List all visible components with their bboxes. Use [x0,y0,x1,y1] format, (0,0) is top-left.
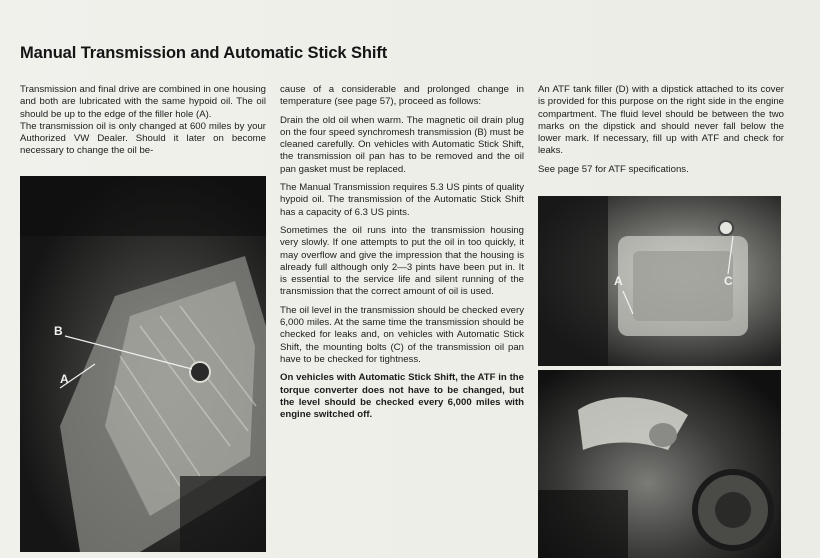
dipstick-illustration [538,370,781,558]
col1-paragraph-1: Transmission and final drive are combined in one housing and both are lubricated with the same hypoid oil. The oil should be up to the edge of the filler hole (A). [20,84,266,120]
col2-paragraph-3: The Manual Transmission requires 5.3 US pints of quality hypoid oil. The transmission of the Automatic Stick Shift has a capacity of 6.3 US pints. [280,182,524,218]
drain-plug-icon [190,362,210,382]
column-middle [280,84,524,427]
engine-compartment-photo [538,196,781,366]
col2-paragraph-4: Sometimes the oil runs into the transmission housing very slowly. If one attempts to put the oil in too quickly, it may overflow and give the impression that the housing is already full although only 2—3 pints have been put in. It is essential to the service life and silent running of the transmission that the correct amount of oil is used. [280,224,524,298]
callout-c: C [724,274,733,288]
callout-a-main: A [60,372,69,386]
engine-compartment-illustration [538,196,781,366]
transmission-illustration [20,176,266,552]
callout-b: B [54,324,63,338]
dipstick-photo [538,370,781,558]
callout-a-top: A [614,274,623,288]
col2-paragraph-2: Drain the old oil when warm. The magnetic oil drain plug on the four speed synchromesh transmission (B) must be cleaned carefully. On vehicles with Automatic Stick Shift, the transmission oil pan has to be removed and the oil pan gasket must be replaced. [280,114,524,175]
col2-paragraph-5: The oil level in the transmission should be checked every 6,000 miles. At the same time the transmission should be checked for leaks and, on vehicles with Automatic Stick Shift, the mounting bolts (C) of the transmission oil pan have to be checked for tightness. [280,304,524,365]
col2-paragraph-6: On vehicles with Automatic Stick Shift, the ATF in the torque converter does not have to be changed, but the level should be checked every 6,000 miles with engine switched off. [280,372,524,421]
column-left [20,84,266,158]
column-right [538,84,784,182]
transmission-photo [20,176,266,552]
col1-paragraph-2: The transmission oil is only changed at 600 miles by your Authorized VW Dealer. Should it later on become necessary to change the oil be- [20,120,266,157]
col2-paragraph-1: cause of a considerable and prolonged change in temperature (see page 57), proceed as follows: [280,84,524,108]
tank-filler-icon [719,221,733,235]
col3-paragraph-1: An ATF tank filler (D) with a dipstick attached to its cover is provided for this purpose on the right side in the engine compartment. The fluid level should be between the two marks on the dipstick and should never fall below the lower mark. If necessary, fill up with ATF and check for leaks. [538,84,784,157]
page-title: Manual Transmission and Automatic Stick Shift [20,44,388,62]
col3-paragraph-2: See page 57 for ATF specifications. [538,163,689,175]
